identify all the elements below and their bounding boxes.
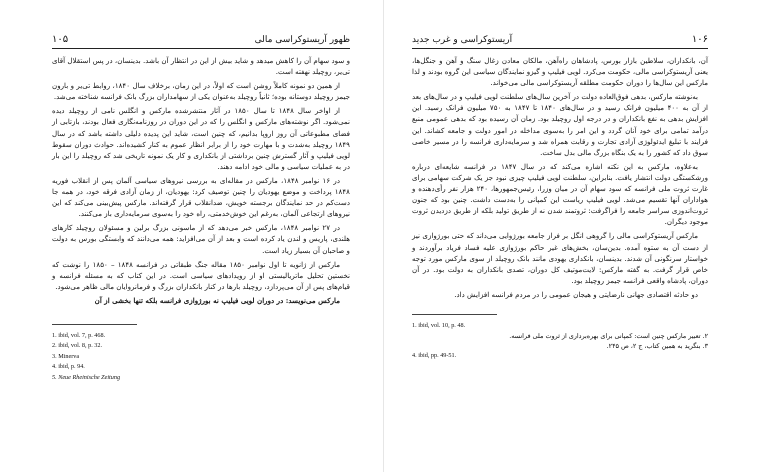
paragraph: آن، بانکداران، سلاطین بازار بورس، پادشاهان راه‌آهن، مالکان معادن زغال سنگ و آهن و جنگل‌ها، یعنی آریستوکراسی مالی، حکومت می‌کرد. لویی فیلیپ و گیزو نمایندگان سیاسی این گروه بودند و لذا مارکس این سال‌ها را دوران حکومت مطلقه آریستوکراسی مالی می‌خواند. xyxy=(412,56,708,88)
footnote: ۲. تعبیر مارکس چنین است: کمپانی برای بهره‌برداری از ثروت ملی فرانسه. xyxy=(509,332,708,341)
paragraph: مارکس آریستوکراسی مالی را گروهی انگل بر فراز جامعه بورژوایی می‌داند که حتی بورژوازی نیز از دست آن به ستوه آمده. بدین‌سان، بخش‌های غیر حاکم بورژوازی علیه فساد فریاد برآوردند و خواستار سرنگونی آن شدند. بدینسان، بانکداری یهودی مانند بانک روچیلد از سوی مارکس مورد توجه خاص قرار گرفت. به گفته مارکس: لایت‌موتیف کل دوران، تصدی بانکداران به دولت بود. در آن دوران، پادشاه واقعی فرانسه جیمز روچیلد بود. xyxy=(412,231,708,285)
right-page xyxy=(384,0,768,472)
footnote: 2. ibid, vol. 8, p. 32. xyxy=(52,342,103,350)
left-running-title: ظهور آریستوکراسی مالی xyxy=(254,35,350,45)
footnote: 3. Minerva xyxy=(52,352,80,360)
paragraph: از اواخر سال ۱۸۴۸ تا سال ۱۸۵۰ در آثار منتشرشده مارکس و انگلس نامی از روچیلد دیده نمی‌شود. اگر نوشته‌های مارکس و انگلس را که در این دوران در روزنامه‌نگاری فعال بودند، بازتابی از فضای مطبوعاتی آن روز اروپا بدانیم، که چنین است، شاید این پدیده دلیلی داشته باشد که در سال ۱۸۴۹ روچیلد به‌شدت و با مهارت خود را از برابر انظار عموم به کنار کشیده‌اند. حوادث دوران سقوط لویی فیلیپ و آثار گسترش چنین برداشتی از بانکداری و کار یک نمونه تاریخی شد که روچیلد را این بار در به عملیات سیاسی و مالی خود ادامه دهند. xyxy=(52,106,350,171)
footnote: 5. Neue Rheinische Zeitung xyxy=(52,373,121,381)
paragraph: مارکس از ژانویه تا اول نوامبر ۱۸۵۰ مقاله جنگ طبقاتی در فرانسه ۱۸۴۸ – ۱۸۵۰ را نوشت که نخستین تحلیل ماتریالیستی او از رویدادهای سیاسی است. در این کتاب که به مسئله فرانسه و قیام‌های پس از آن می‌پردازد، روچیلد بارها در کنار بانکداران بزرگ و فرمانروایان مالی ظاهر می‌شود. xyxy=(52,259,350,291)
right-footnotes-fa xyxy=(412,331,708,351)
right-page-header xyxy=(412,34,708,49)
paragraph: به‌علاوه، مارکس به این نکته اشاره می‌کند که در سال ۱۸۴۷ در فرانسه شایعه‌ای درباره ورشکستگی دولت انتشار یافت. بنابراین، سلطنت لویی فیلیپ چیزی نبود جز یک شرکت سهامی برای غارت ثروت ملی فرانسه که سود سهام آن در میان وزرا، رئیس‌جمهورها، ۲۴۰ هزار نفر رأی‌دهنده و هواداران آنها تقسیم می‌شد. لویی فیلیپ ریاست این کمپانی را به‌دست داشت. چنین بود که جنون ثروت‌اندوزی سراسر جامعه را فراگرفت: ثروتمند شدن نه از طریق تولید بلکه از طریق دزدیدن ثروت موجود دیگران. xyxy=(412,161,709,227)
right-page-number: ۱۰۶ xyxy=(691,34,708,45)
right-footnote-en: 1. ibid, vol. 10, p. 48. xyxy=(412,321,466,329)
paragraph: در ۲۷ نوامبر ۱۸۴۸، مارکس خبر می‌دهد که از ماسونی بزرگ برلین و مسئولان روچیلد کارهای هلندی، پاریس و لندن یاد کرده است و بعد از آن می‌افزاید: همه می‌دانند که وابستگی بورس به دولت و صاحبان آن بسیار زیاد است. xyxy=(52,223,350,255)
footnote: 4. ibid, p. 94. xyxy=(52,363,85,371)
left-page-body xyxy=(52,55,350,306)
right-footnote-en: 4. ibid, pp. 49-51. xyxy=(412,352,457,360)
paragraph: مارکس می‌نویسد: در دوران لویی فیلیپ نه بورژوازی فرانسه بلکه تنها بخشی از آن xyxy=(94,295,340,305)
footnote-divider xyxy=(412,314,497,315)
right-page-body xyxy=(412,55,708,300)
left-page-header xyxy=(52,34,350,49)
paragraph: از همین دو نمونه کاملاً روشن است که اولاً، در این زمان، برخلاف سال ۱۸۴۰، روابط تی‌یر و بارون جیمز روچیلد دوستانه بوده؛ ثانیاً روچیلد به‌عنوان یکی از سهامداران بزرگ بانک فرانسه شناخته می‌شد. xyxy=(52,81,350,102)
paragraph: دو حادثه اقتصادی جهانی نارضایتی و هیجان عمومی را در مردم فرانسه افزایش داد. xyxy=(454,289,698,299)
left-footnotes xyxy=(52,331,350,383)
paragraph: و سود سهام آن را کاهش میدهد و شاید بیش از این در انتظار آن باشد. بدینسان، در پس استقلال آقای تی‌یر، روچیلد نهفته است. xyxy=(52,56,350,77)
footnote-divider xyxy=(52,324,137,325)
left-page-number: ۱۰۵ xyxy=(52,34,69,45)
footnote: 1. ibid, vol. 7, p. 468. xyxy=(52,331,106,339)
right-running-title: آریستوکراسی و غرب جدید xyxy=(412,35,513,45)
paragraph: در ۱۶ نوامبر ۱۸۴۸، مارکس در مقاله‌ای به بررسی نیروهای سیاسی آلمان پس از انقلاب فوریه ۱۸۴۸ پرداخت و موضع یهودیان را چنین توصیف کرد: یهودیان، از زمان آزادی فرقه خود، در همه جا دست‌کم در حد نمایندگان برجسته خویش، ضد‌انقلاب قرار گرفته‌اند. مارکس پیش‌بینی می‌کند که این نیروهای ارتجاعی آلمان، به‌رغم این خوش‌خدمتی، راه خود را به‌سوی سرمایه‌داری باز می‌کنند. xyxy=(52,175,350,219)
footnote: ۳. بنگرید به همین کتاب، ج ۲، ص ۲۴۵. xyxy=(606,342,708,351)
paragraph: به‌نوشته مارکس، بدهی فوق‌العاده دولت در آخرین سال‌های سلطنت لویی فیلیپ و در سال‌های بعد از آن به ۴۰۰ میلیون فرانک رسید و در سال‌های ۱۸۴۰ تا ۱۸۴۷ به ۷۵۰ میلیون فرانک رسید. این افزایش بدهی به نفع بانکداران و در درجه اول روچیلد بود. زمان آن رسیده بود که بدهی عمومی منبع درآمد تمامی برای خود آنان گردد و این امر را به‌سوی مداخله در امور دولت و جامعه کشاند. این فرایند با تبلیغ ایدئولوژی آزادی تجارت و رقابت همراه شد و سرمایه‌داری فرانسه را در مسیر خاصی سوق داد که کشور را به یک بنگاه بزرگ مالی بدل ساخت. xyxy=(412,92,708,157)
